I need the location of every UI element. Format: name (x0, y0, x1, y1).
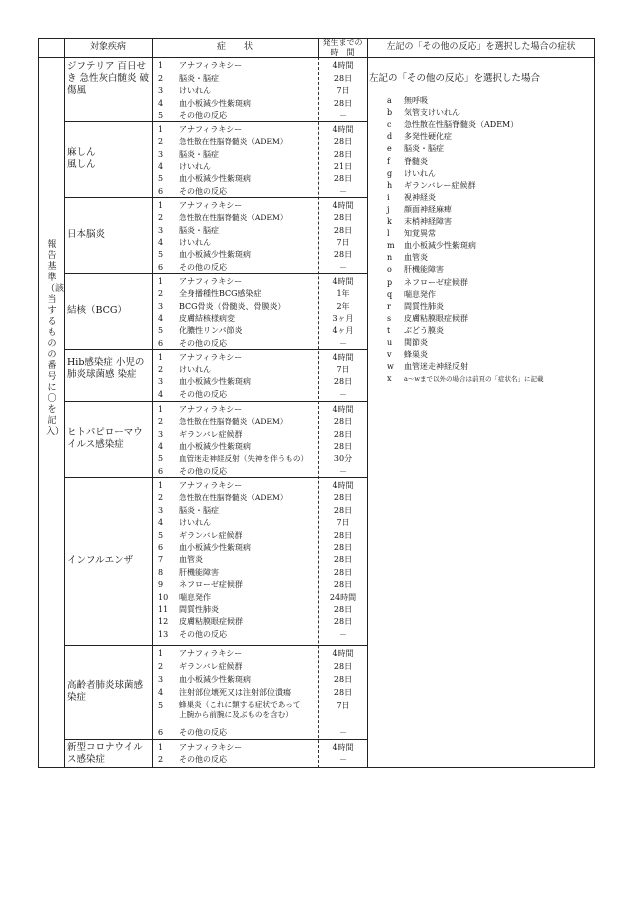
symptom-number: 13 (158, 629, 169, 639)
other-item-text: 末梢神経障害 (404, 217, 452, 226)
other-item-text: 皮膚粘膜眼症候群 (404, 313, 468, 323)
other-item-text: 血小板減少性紫斑病 (404, 241, 476, 251)
symptom-name: けいれん (179, 86, 211, 95)
onset-time: 4時間 (332, 743, 354, 752)
other-item-text: 気管支けいれん (404, 108, 460, 118)
other-item-letter: k (387, 217, 392, 226)
other-item-letter: j (387, 204, 390, 214)
onset-time: 21日 (333, 161, 353, 171)
other-item-text: 視神経炎 (404, 192, 436, 202)
other-item-text: 多発性硬化症 (404, 132, 452, 142)
symptom-number: 3 (158, 149, 164, 159)
disease-name: Hib感染症 小児の肺炎球菌感 染症 (67, 357, 145, 380)
symptom-name: その他の反応 (179, 755, 227, 764)
symptom-number: 4 (158, 313, 164, 323)
symptom-name: 脳炎・脳症 (179, 505, 219, 515)
symptom-name: その他の反応 (179, 629, 227, 639)
onset-time: 4ヶ月 (332, 326, 354, 336)
group-divider (64, 349, 367, 350)
onset-time: － (339, 338, 347, 348)
symptom-number: 11 (158, 605, 169, 614)
other-item-letter: q (387, 289, 393, 299)
symptom-number: 5 (158, 454, 164, 464)
symptom-number: 4 (158, 688, 164, 698)
symptom-name: けいれん (179, 518, 211, 528)
symptom-name: 血小板減少性紫斑病 (179, 441, 251, 451)
onset-time: － (339, 389, 347, 399)
col-divider-1 (64, 38, 65, 768)
other-item-letter: i (387, 192, 390, 202)
symptom-number: 9 (158, 580, 164, 590)
symptom-number: 1 (158, 201, 164, 210)
onset-time: 7日 (336, 701, 350, 711)
symptom-name: その他の反応 (179, 186, 227, 196)
symptom-number: 5 (158, 250, 164, 260)
symptom-name: 皮膚粘膜眼症候群 (179, 617, 243, 627)
symptom-name: けいれん (179, 365, 211, 375)
symptom-name: その他の反応 (179, 111, 227, 120)
symptom-number: 3 (158, 86, 164, 95)
other-item-text: 蜂巣炎 (404, 350, 428, 360)
symptom-number: 3 (158, 301, 164, 311)
other-item-letter: a (387, 96, 392, 105)
other-list-heading: 左記の「その他の反応」を選択した場合 (369, 73, 541, 84)
symptom-number: 1 (158, 353, 164, 362)
onset-time: 28日 (333, 149, 353, 159)
symptom-name: 全身播種性BCG感染症 (179, 289, 262, 299)
symptom-number: 7 (158, 555, 164, 565)
other-item-text: 関節炎 (404, 338, 428, 347)
other-item-letter: l (387, 229, 390, 239)
onset-time: 28日 (333, 137, 353, 147)
other-item-letter: v (387, 350, 392, 360)
other-item-text: けいれん (404, 168, 436, 178)
symptom-name: 血小板減少性紫斑病 (179, 675, 251, 685)
symptom-number: 2 (158, 365, 164, 375)
symptom-number: 5 (158, 111, 164, 120)
symptom-number: 6 (158, 338, 164, 348)
symptom-name: 脳炎・脳症 (179, 225, 219, 235)
symptom-number: 2 (158, 213, 164, 223)
onset-time: 28日 (333, 505, 353, 515)
onset-time: － (339, 111, 347, 120)
symptom-name: その他の反応 (179, 338, 227, 348)
group-divider (64, 739, 367, 740)
disease-name: インフルエンザ (67, 555, 134, 566)
symptom-name: その他の反応 (179, 389, 227, 399)
onset-time: － (339, 262, 347, 272)
symptom-name: アナフィラキシー (179, 61, 243, 70)
symptom-number: 1 (158, 61, 164, 70)
disease-name: 新型コロナウイルス感染症 (67, 741, 143, 765)
symptom-number: 3 (158, 429, 164, 439)
onset-time: 4時間 (332, 277, 354, 286)
symptom-name: 急性散在性脳脊髄炎（ADEM） (179, 137, 288, 147)
onset-time: 4時間 (332, 125, 354, 134)
symptom-number: 5 (158, 530, 164, 540)
onset-time: － (339, 186, 347, 196)
symptom-number: 2 (158, 289, 164, 299)
other-item-letter: p (387, 277, 393, 287)
symptom-name: 喘息発作 (179, 592, 211, 602)
symptom-name: 注射部位壊死又は注射部位潰瘍 (179, 688, 291, 698)
symptom-name: その他の反応 (179, 466, 227, 476)
other-item-letter: u (387, 338, 393, 347)
onset-time: 28日 (333, 605, 353, 614)
symptom-name: アナフィラキシー (179, 481, 243, 490)
symptom-number: 3 (158, 675, 164, 685)
symptom-name: アナフィラキシー (179, 201, 243, 210)
symptom-name: けいれん (179, 237, 211, 247)
onset-time: 28日 (333, 530, 353, 540)
other-item-text: 血管迷走神経反射 (404, 362, 468, 372)
symptom-name: その他の反応 (179, 727, 227, 737)
symptom-number: 10 (158, 592, 169, 602)
group-divider (64, 477, 367, 478)
onset-time: － (339, 629, 347, 639)
other-item-text: 間質性肺炎 (404, 301, 444, 311)
onset-time: 28日 (333, 493, 353, 503)
onset-time: 7日 (336, 365, 350, 375)
symptom-number: 3 (158, 505, 164, 515)
symptom-number: 1 (158, 125, 164, 134)
other-item-text: ネフローゼ症候群 (404, 277, 468, 287)
other-item-letter: g (387, 168, 393, 178)
symptom-name: アナフィラキシー (179, 743, 243, 752)
other-item-letter: b (387, 108, 393, 118)
symptom-number: 3 (158, 377, 164, 387)
symptom-name: 血小板減少性紫斑病 (179, 250, 251, 260)
onset-time: 7日 (336, 86, 350, 95)
onset-time: 28日 (333, 555, 353, 565)
symptom-name: ギランバレ症候群 (179, 429, 243, 439)
onset-time: 28日 (333, 567, 353, 577)
symptom-name: ギランバレ症候群 (179, 662, 243, 672)
symptom-number: 2 (158, 493, 164, 503)
onset-time: 7日 (336, 237, 350, 247)
symptom-number: 12 (158, 617, 169, 627)
left-vertical-label: 報告基準（該当するものの番号に〇を記入） (46, 240, 65, 437)
onset-time: － (339, 466, 347, 476)
symptom-name: アナフィラキシー (179, 277, 243, 286)
symptom-name: 肝機能障害 (179, 567, 219, 577)
symptom-name: 血管炎 (179, 555, 203, 565)
symptom-number: 4 (158, 389, 164, 399)
symptom-number: 2 (158, 73, 164, 83)
onset-time: 2年 (336, 301, 350, 311)
symptom-number: 1 (158, 277, 164, 286)
onset-time: 28日 (333, 225, 353, 235)
symptom-name: 血管迷走神経反射（失神を伴うもの） (179, 454, 309, 464)
col-divider-2 (152, 38, 153, 768)
symptom-number: 6 (158, 466, 164, 476)
onset-time: 28日 (333, 675, 353, 685)
symptom-name: ギランバレ症候群 (179, 530, 243, 540)
other-item-text: 血管炎 (404, 253, 428, 263)
onset-time: － (339, 727, 347, 737)
header-divider (38, 57, 595, 58)
other-item-letter: r (387, 301, 391, 311)
other-item-letter: s (387, 313, 392, 323)
symptom-number: 4 (158, 441, 164, 451)
onset-time: 28日 (333, 174, 353, 184)
other-item-letter: x (387, 374, 392, 384)
other-item-text: 知覚異常 (404, 229, 436, 239)
disease-name: 高齢者肺炎球菌感染症 (67, 680, 144, 703)
onset-time: 28日 (333, 250, 353, 260)
symptom-name: 蜂巣炎（これに類する症状であって 上腕から前腕に及ぶものを含む） (179, 700, 301, 720)
symptom-number: 8 (158, 567, 164, 577)
onset-time: 24時間 (329, 592, 357, 602)
symptom-number: 4 (158, 161, 164, 171)
other-item-text: 急性散在性脳脊髄炎（ADEM） (404, 120, 519, 130)
header-symptom: 症 状 (216, 42, 253, 52)
onset-time: 28日 (333, 377, 353, 387)
group-divider (64, 121, 367, 122)
onset-time: 28日 (333, 543, 353, 552)
other-item-text: 脊髄炎 (404, 156, 428, 166)
symptom-number: 2 (158, 662, 164, 672)
symptom-number: 2 (158, 417, 164, 427)
other-item-letter: f (387, 156, 390, 166)
symptom-number: 4 (158, 237, 164, 247)
symptom-number: 1 (158, 405, 164, 414)
group-divider (64, 273, 367, 274)
onset-time: 4時間 (332, 61, 354, 70)
other-item-letter: w (387, 362, 394, 372)
onset-time: 4時間 (332, 481, 354, 490)
symptom-number: 6 (158, 543, 164, 552)
symptom-name: 急性散在性脳脊髄炎（ADEM） (179, 417, 288, 427)
symptom-name: 脳炎・脳症 (179, 73, 219, 83)
symptom-name: 脳炎・脳症 (179, 149, 219, 159)
symptom-number: 4 (158, 98, 164, 108)
symptom-name: アナフィラキシー (179, 125, 243, 134)
onset-time: 4時間 (332, 649, 354, 658)
onset-time: 28日 (333, 429, 353, 439)
symptom-number: 2 (158, 137, 164, 147)
symptom-number: 1 (158, 649, 164, 658)
symptom-name: BCG骨炎（骨髄炎、骨膜炎） (179, 301, 286, 311)
onset-time: － (339, 755, 347, 764)
other-item-text: a～wまで以外の場合は前頁の「症状名」に記載 (404, 375, 544, 384)
disease-name: ヒトパピローマウイルス感染症 (67, 427, 143, 450)
header-other: 左記の「その他の反応」を選択した場合の症状 (386, 42, 576, 52)
symptom-name: アナフィラキシー (179, 353, 243, 362)
onset-time: 28日 (333, 688, 353, 698)
other-item-letter: e (387, 144, 392, 154)
symptom-name: 化膿性リンパ節炎 (179, 326, 243, 336)
other-item-letter: c (387, 120, 392, 130)
other-item-letter: n (387, 253, 393, 263)
group-divider (64, 645, 367, 646)
symptom-number: 5 (158, 701, 164, 711)
other-item-letter: h (387, 180, 393, 190)
onset-time: 28日 (333, 98, 353, 108)
onset-time: 4時間 (332, 353, 354, 362)
onset-time: 4時間 (332, 201, 354, 210)
other-item-letter: t (387, 325, 391, 335)
header-disease: 対象疾病 (89, 42, 126, 52)
other-item-text: 喘息発作 (404, 289, 436, 299)
symptom-number: 3 (158, 225, 164, 235)
onset-time: 28日 (333, 213, 353, 223)
disease-name: 麻しん 風しん (67, 147, 96, 170)
symptom-number: 6 (158, 262, 164, 272)
symptom-name: けいれん (179, 161, 211, 171)
other-item-text: ぶどう膜炎 (404, 325, 444, 335)
other-item-letter: m (387, 241, 395, 251)
other-item-text: ギランバレー症候群 (404, 180, 476, 190)
symptom-number: 2 (158, 755, 164, 764)
onset-time: 28日 (333, 617, 353, 627)
symptom-number: 1 (158, 481, 164, 490)
other-item-text: 脳炎・脳症 (404, 144, 444, 154)
disease-name: 結核（BCG） (67, 305, 128, 316)
other-item-text: 顔面神経麻痺 (404, 204, 452, 214)
group-divider (64, 401, 367, 402)
symptom-name: アナフィラキシー (179, 649, 243, 658)
symptom-name: ネフローゼ症候群 (179, 580, 243, 590)
symptom-number: 6 (158, 727, 164, 737)
symptom-name: その他の反応 (179, 262, 227, 272)
onset-time: 30分 (333, 454, 353, 464)
symptom-name: 急性散在性脳脊髄炎（ADEM） (179, 493, 288, 503)
other-item-text: 肝機能障害 (404, 265, 444, 275)
onset-time: 28日 (333, 662, 353, 672)
symptom-name: 皮膚結核様病変 (179, 313, 235, 323)
symptom-number: 5 (158, 326, 164, 336)
onset-time: 28日 (333, 580, 353, 590)
onset-time: 7日 (336, 518, 350, 528)
onset-time: 3ヶ月 (332, 313, 354, 323)
other-item-letter: o (387, 265, 392, 275)
onset-time: 4時間 (332, 405, 354, 414)
symptom-name: アナフィラキシー (179, 405, 243, 414)
group-divider (64, 197, 367, 198)
onset-time: 1年 (336, 289, 350, 299)
symptom-number: 5 (158, 174, 164, 184)
symptom-number: 6 (158, 186, 164, 196)
symptom-name: 間質性肺炎 (179, 605, 219, 614)
other-item-letter: d (387, 132, 393, 142)
disease-name: 日本脳炎 (67, 229, 106, 240)
onset-time: 28日 (333, 417, 353, 427)
symptom-number: 4 (158, 518, 164, 528)
onset-time: 28日 (333, 441, 353, 451)
symptom-name: 血小板減少性紫斑病 (179, 98, 251, 108)
symptom-name: 血小板減少性紫斑病 (179, 377, 251, 387)
other-item-text: 無呼吸 (404, 96, 428, 105)
symptom-name: 血小板減少性紫斑病 (179, 174, 251, 184)
onset-time: 28日 (333, 73, 353, 83)
symptom-number: 1 (158, 743, 164, 752)
symptom-name: 血小板減少性紫斑病 (179, 543, 251, 552)
header-time: 発生までの 時 間 (322, 38, 363, 57)
disease-name: ジフテリア 百日せき 急性灰白髄炎 破傷風 (67, 61, 150, 96)
symptom-name: 急性散在性脳脊髄炎（ADEM） (179, 213, 288, 223)
